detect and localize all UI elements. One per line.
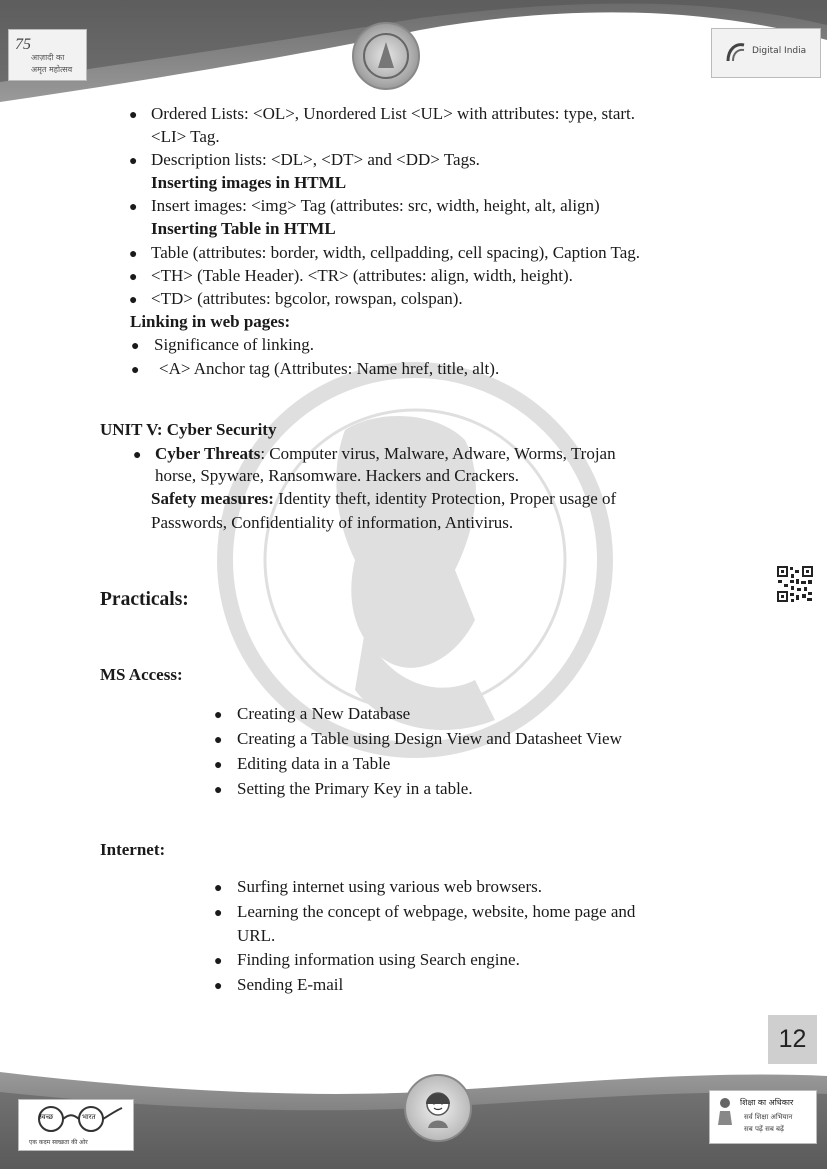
list-item: Creating a New Database [237, 704, 411, 723]
girl-child-emblem-icon [404, 1074, 472, 1142]
rte-logo [709, 1090, 817, 1144]
subheading-images: Inserting images in HTML [151, 173, 347, 192]
list-item: Learning the concept of webpage, website, home page and [237, 902, 636, 921]
bullet-icon: ● [131, 339, 140, 354]
safety-measures-continuation: Passwords, Confidentiality of information, Antivirus. [151, 513, 514, 532]
qr-code-icon[interactable] [776, 565, 814, 603]
list-item: <TD> (attributes: bgcolor, rowspan, colspan). [151, 289, 463, 308]
subheading-linking: Linking in web pages: [130, 312, 291, 331]
bullet-icon: ● [131, 363, 140, 378]
rte-tagline: सब पढ़ें सब बढ़ें [744, 1125, 784, 1133]
unit-title: UNIT V: Cyber Security [100, 420, 277, 439]
bullet-icon: ● [133, 448, 142, 463]
list-item: Finding information using Search engine. [237, 950, 520, 969]
list-item: <TH> (Table Header). <TR> (attributes: align, width, height). [151, 266, 573, 285]
list-item: Setting the Primary Key in a table. [237, 779, 473, 798]
list-item: Sending E-mail [237, 975, 344, 994]
bullet-icon: ● [214, 881, 223, 896]
cyber-threats-text: : Computer virus, Malware, Adware, Worms, Trojan [260, 444, 616, 463]
list-item: Description lists: <DL>, <DT> and <DD> Tags. [151, 150, 480, 169]
list-item: Editing data in a Table [237, 754, 391, 773]
page-number: 12 [768, 1015, 817, 1064]
ms-access-heading: MS Access: [100, 665, 183, 684]
swachh-tagline: एक कदम स्वच्छता की ओर [29, 1139, 88, 1146]
list-item: Table (attributes: border, width, cellpadding, cell spacing), Caption Tag. [151, 243, 641, 262]
bullet-icon: ● [214, 906, 223, 921]
bharat-text: भारत [82, 1113, 96, 1121]
list-item: Significance of linking. [154, 335, 315, 354]
cyber-threats-label: Cyber Threats [155, 444, 261, 463]
practicals-title: Practicals: [100, 589, 189, 610]
cyber-threats-continuation: horse, Spyware, Ransomware. Hackers and Crackers. [155, 466, 519, 485]
bullet-icon: ● [214, 758, 223, 773]
swachh-bharat-logo [18, 1099, 134, 1151]
bullet-icon: ● [129, 293, 138, 308]
rte-title: शिक्षा का अधिकार [740, 1098, 794, 1107]
children-icon [714, 1097, 736, 1127]
azadi-logo-line1: आज़ादी का [31, 53, 65, 62]
bullet-icon: ● [129, 108, 138, 123]
subheading-table: Inserting Table in HTML [151, 219, 336, 238]
azadi-logo-number: 75 [15, 36, 31, 53]
digital-india-text: Digital India [752, 46, 807, 56]
bullet-icon: ● [214, 783, 223, 798]
list-item-continuation: <LI> Tag. [151, 127, 220, 146]
bullet-icon: ● [129, 270, 138, 285]
list-item: Creating a Table using Design View and Datasheet View [237, 729, 622, 748]
swachh-text: स्वच्छ [39, 1113, 54, 1121]
bullet-icon: ● [129, 154, 138, 169]
bullet-icon: ● [129, 200, 138, 215]
bullet-icon: ● [214, 708, 223, 723]
page-footer [0, 1062, 827, 1169]
list-item: <A> Anchor tag (Attributes: Name href, title, alt). [159, 359, 500, 378]
list-item-continuation: URL. [237, 926, 276, 945]
list-item: Ordered Lists: <OL>, Unordered List <UL> with attributes: type, start. [151, 104, 636, 123]
list-item: Surfing internet using various web browsers. [237, 877, 543, 896]
bullet-icon: ● [214, 954, 223, 969]
bullet-icon: ● [214, 979, 223, 994]
safety-measures-text: Identity theft, identity Protection, Proper usage of [273, 489, 617, 508]
azadi-logo-line2: अमृत महोत्सव [31, 65, 73, 74]
rte-subtitle: सर्व शिक्षा अभियान [744, 1113, 793, 1121]
list-item: Insert images: <img> Tag (attributes: src, width, height, alt, align) [151, 196, 600, 215]
safety-measures-label: Safety measures: [151, 489, 274, 508]
cyber-threats-line [155, 442, 616, 465]
safety-measures-line [151, 487, 616, 510]
bullet-icon: ● [129, 247, 138, 262]
internet-heading: Internet: [100, 840, 166, 859]
bullet-icon: ● [214, 733, 223, 748]
